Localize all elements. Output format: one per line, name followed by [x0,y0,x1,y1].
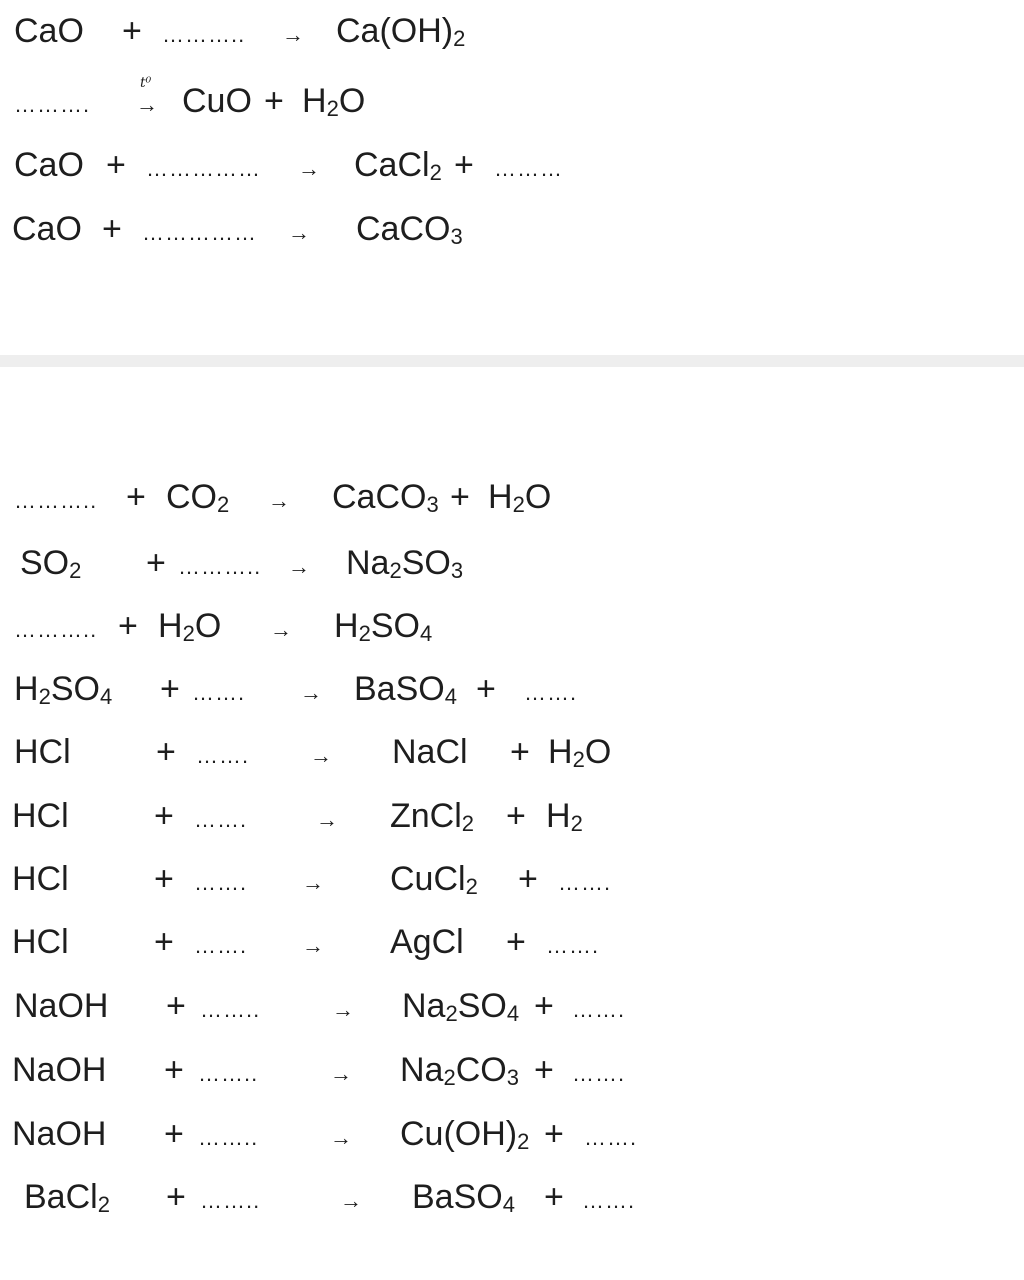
reaction-arrow: → [302,933,324,958]
plus-sign: + [122,12,142,50]
reaction-arrow: → [300,680,322,705]
reaction-arrow: → [282,22,304,47]
equation-row [14,472,614,522]
product-1: $Cu(OH)_2$ [400,1115,530,1154]
plus-sign: + [154,860,174,898]
reactant-1: NaOH [12,1115,107,1153]
product-1: CaCl$_2$ [354,146,442,185]
plus-sign: + [518,860,538,898]
blank-reactant-1: ……….. [14,488,98,513]
blank-reactant-2: …….. [198,1125,259,1150]
blank-reactant-2: ……….. [162,22,246,47]
product-1: CuO [182,82,252,120]
blank-product-2: ……. [572,1061,626,1086]
reactant-1: HCl [12,923,69,961]
product-2: $H_2$ [546,797,583,836]
blank-product-2: ……. [582,1188,636,1213]
reactant-1: HCl [14,733,71,771]
heat-condition-label: t⁰ [140,75,152,91]
blank-product-2: ……. [524,680,578,705]
plus-sign: + [164,1051,184,1089]
blank-product-2: ……. [584,1125,638,1150]
blank-reactant-2: ……. [194,807,248,832]
product-1: $H_2SO_4$ [334,607,433,646]
blank-reactant-1: ……….. [14,617,98,642]
equation-row [12,1109,672,1159]
plus-sign: + [166,987,186,1025]
plus-sign: + [506,797,526,835]
equation-row [14,601,614,651]
reaction-arrow: → [136,92,158,117]
plus-sign: + [156,733,176,771]
plus-sign: + [454,146,474,184]
blank-reactant-2: ……. [192,680,246,705]
equation-row [14,6,514,56]
plus-sign: + [160,670,180,708]
product-1: $Na_2CO_3$ [400,1051,519,1090]
product-1: BaSO$_4$ [354,670,457,709]
reactant-1: CaO [14,146,84,184]
reaction-arrow: → [270,617,292,642]
product-1: ZnCl$_2$ [390,797,475,836]
plus-sign: + [450,478,470,516]
plus-sign: + [106,146,126,184]
reactant-1: NaOH [14,987,109,1025]
equation-row [12,791,632,841]
blank-product-2: ……. [558,870,612,895]
reaction-arrow: → [332,997,354,1022]
equation-row [14,140,614,190]
plus-sign: + [146,544,166,582]
section-divider [0,355,1024,367]
blank-reactant-2: …….. [200,997,261,1022]
blank-reactant-2: …….. [200,1188,261,1213]
plus-sign: + [534,1051,554,1089]
reactant-2: $H_2O$ [158,607,222,646]
reactant-1: $SO_2$ [20,544,82,583]
equation-row [14,727,634,777]
product-2: $H_2O$ [302,82,366,121]
equation-row [24,1172,684,1222]
equation-row [14,981,674,1031]
product-1: CuCl$_2$ [390,860,478,899]
plus-sign: + [544,1178,564,1216]
plus-sign: + [506,923,526,961]
reaction-arrow: → [288,220,310,245]
reaction-arrow: → [330,1125,352,1150]
product-1: $Na_2SO_4$ [402,987,520,1026]
plus-sign: + [118,607,138,645]
equation-group-2 [0,367,1024,1280]
product-1: $Na_2SO_3$ [346,544,464,583]
product-2: $H_2O$ [548,733,612,772]
plus-sign: + [264,82,284,120]
plus-sign: + [510,733,530,771]
reactant-1: NaOH [12,1051,107,1089]
blank-reactant-1: ………. [14,92,91,117]
reactant-1: BaCl$_2$ [24,1178,110,1217]
equation-row [12,204,512,254]
plus-sign: + [126,478,146,516]
plus-sign: + [166,1178,186,1216]
blank-product-2: ……. [546,933,600,958]
reaction-arrow: → [340,1188,362,1213]
reactant-1: $H_2SO_4$ [14,670,113,709]
plus-sign: + [102,210,122,248]
blank-reactant-2: …………… [146,156,261,181]
plus-sign: + [534,987,554,1025]
plus-sign: + [154,923,174,961]
plus-sign: + [154,797,174,835]
equation-group-1 [0,0,1024,355]
reaction-arrow: → [268,488,290,513]
reaction-arrow: → [298,156,320,181]
equation-row [20,538,620,588]
blank-reactant-2: ……. [194,870,248,895]
reaction-arrow: → [330,1061,352,1086]
blank-reactant-2: …………… [142,220,257,245]
product-2: $H_2O$ [488,478,552,517]
reaction-arrow: → [316,807,338,832]
product-1: $Ca(OH)_2$ [336,12,466,51]
plus-sign: + [164,1115,184,1153]
reactant-2: $CO_2$ [166,478,230,517]
equation-row [12,1045,672,1095]
product-1: AgCl [390,923,464,961]
blank-reactant-2: …….. [198,1061,259,1086]
blank-product-2: ……… [494,156,563,181]
plus-sign: + [476,670,496,708]
reactant-1: HCl [12,860,69,898]
blank-reactant-2: ……. [196,743,250,768]
reaction-arrow: → [288,554,310,579]
blank-reactant-2: ……….. [178,554,262,579]
product-1: BaSO$_4$ [412,1178,515,1217]
equation-row [14,76,514,126]
reactant-1: HCl [12,797,69,835]
plus-sign: + [544,1115,564,1153]
product-1: CaCO$_3$ [356,210,463,249]
reaction-arrow: → [310,743,332,768]
blank-reactant-2: ……. [194,933,248,958]
product-1: NaCl [392,733,468,771]
reactant-1: CaO [14,12,84,50]
equation-row [12,917,652,967]
reactant-1: CaO [12,210,82,248]
equation-row [14,664,614,714]
blank-product-2: ……. [572,997,626,1022]
reaction-arrow: → [302,870,324,895]
equation-row [12,854,652,904]
product-1: CaCO$_3$ [332,478,439,517]
